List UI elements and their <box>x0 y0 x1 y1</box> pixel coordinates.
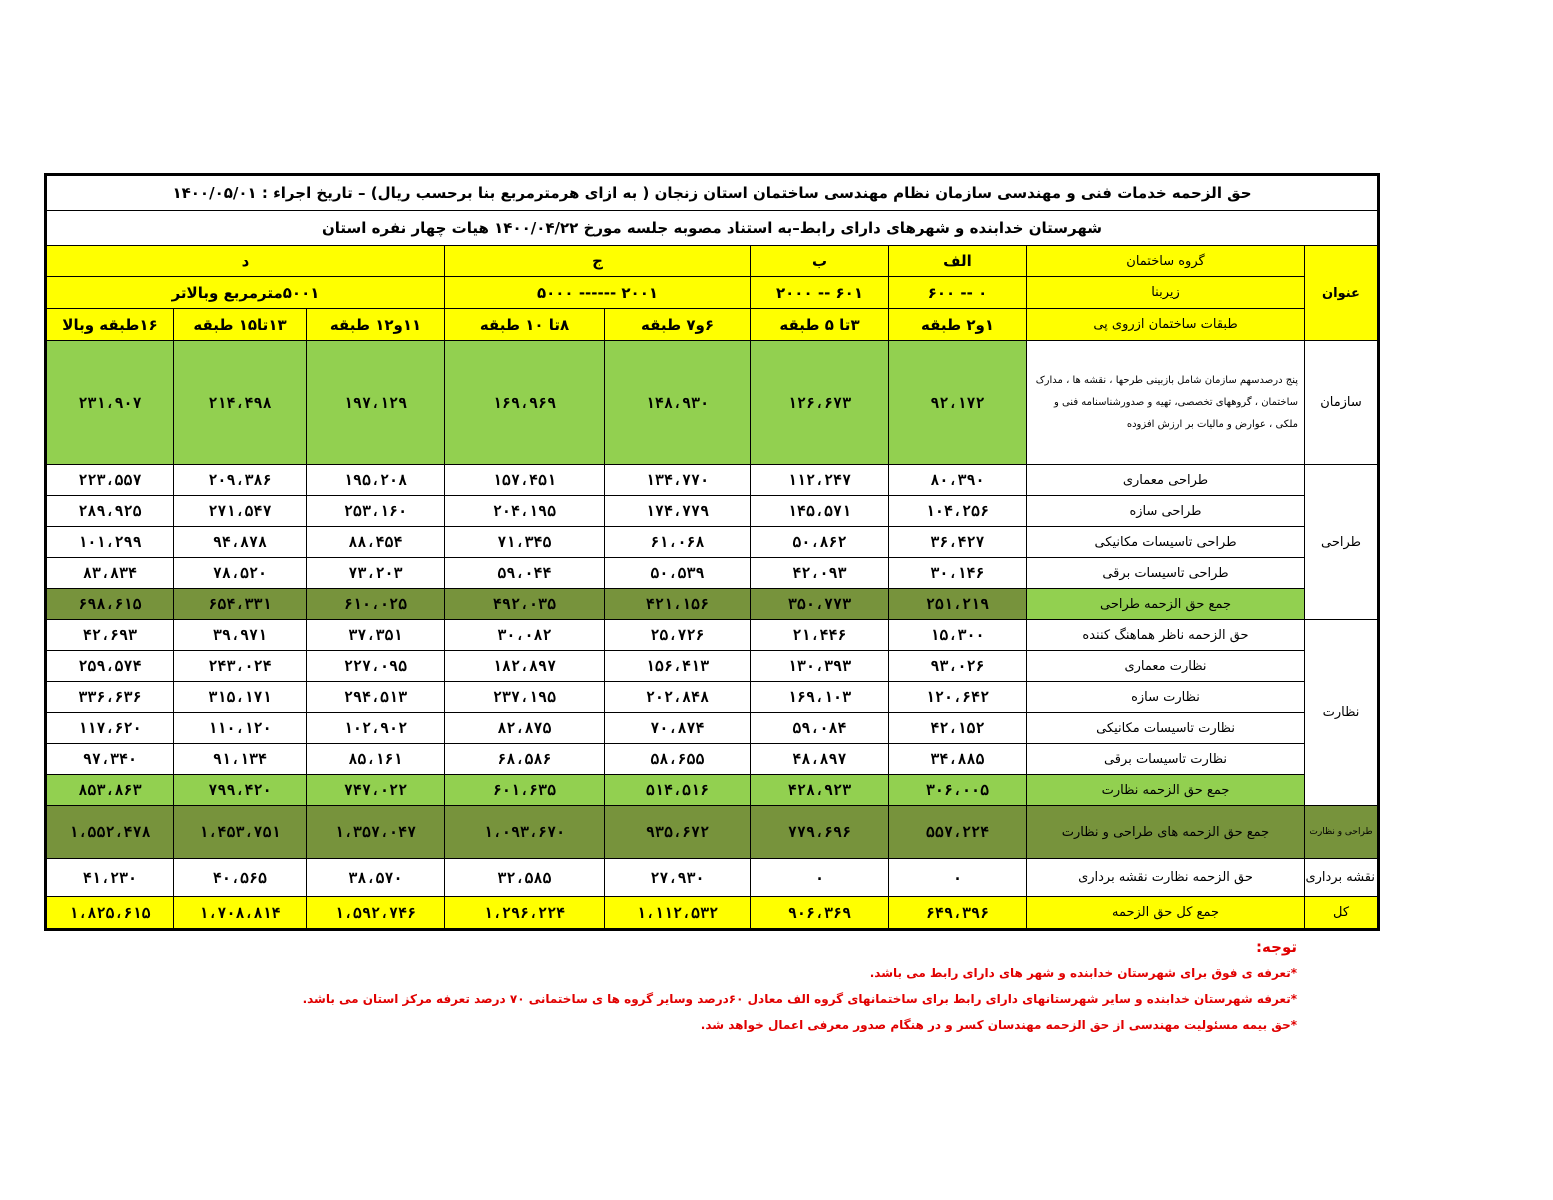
group-be: ب <box>751 246 889 277</box>
table-row <box>46 496 1379 527</box>
floors-col-5: ۱۱و۱۲ طبقه <box>307 309 445 341</box>
title-line-2: شهرستان خدابنده و شهرهای دارای رابط–به استناد مصوبه جلسه مورخ ۱۴۰۰/۰۴/۲۲ هیات چهار نفره استان <box>46 211 1379 246</box>
table-row-total <box>46 589 1379 620</box>
value-cell: ۸۲،۸۷۵ <box>445 713 605 744</box>
table-row <box>46 465 1379 496</box>
row-label: جمع حق الزحمه های طراحی و نظارت <box>1027 806 1305 859</box>
table-row <box>46 341 1379 465</box>
value-cell: ۲۴۳،۰۲۴ <box>174 651 307 682</box>
area-label: زیربنا <box>1027 277 1305 309</box>
section-nezarat: نظارت <box>1305 620 1379 806</box>
value-cell: ۲۵۹،۵۷۴ <box>46 651 174 682</box>
value-cell: ۱۸۲،۸۹۷ <box>445 651 605 682</box>
value-cell: ۷۸،۵۲۰ <box>174 558 307 589</box>
row-label: پنج درصدسهم سازمان شامل بازبینی طرحها ، نقشه ها ، مدارک ساختمان ، گروههای تخصصی، تهیه و صدورشناسنامه فنی و ملکی ، عوارض و مالیات بر ارزش افزوده <box>1027 341 1305 465</box>
value-cell: ۱۰۱،۲۹۹ <box>46 527 174 558</box>
value-cell: ۳۸،۵۷۰ <box>307 859 445 897</box>
value-cell: ۳۵۰،۷۷۳ <box>751 589 889 620</box>
area-jim: ۲۰۰۱ ------ ۵۰۰۰ <box>445 277 751 309</box>
value-cell: ۲۲۳،۵۵۷ <box>46 465 174 496</box>
value-cell: ۷۹۹،۴۲۰ <box>174 775 307 806</box>
value-cell: ۱،۰۹۳،۶۷۰ <box>445 806 605 859</box>
section-naghshe-bardari: نقشه برداری <box>1305 859 1379 897</box>
row-label: حق الزحمه نظارت نقشه برداری <box>1027 859 1305 897</box>
group-dal: د <box>46 246 445 277</box>
value-cell: ۳۶،۴۲۷ <box>889 527 1027 558</box>
note-item: *تعرفه ی فوق برای شهرستان خدابنده و شهر های دارای رابط می باشد. <box>869 966 1297 980</box>
table-row <box>46 527 1379 558</box>
value-cell: ۱۵۶،۴۱۳ <box>605 651 751 682</box>
value-cell: ۱۲۶،۶۷۳ <box>751 341 889 465</box>
value-cell: ۶۰۱،۶۳۵ <box>445 775 605 806</box>
value-cell: ۵۰،۸۶۲ <box>751 527 889 558</box>
value-cell: ۱،۵۵۲،۴۷۸ <box>46 806 174 859</box>
value-cell: ۲۰۲،۸۴۸ <box>605 682 751 713</box>
value-cell: ۹۴،۸۷۸ <box>174 527 307 558</box>
value-cell: ۶۹۸،۶۱۵ <box>46 589 174 620</box>
value-cell: ۱۴۸،۹۳۰ <box>605 341 751 465</box>
value-cell: ۴۱،۲۳۰ <box>46 859 174 897</box>
floors-col-2: ۳تا ۵ طبقه <box>751 309 889 341</box>
value-cell: ۸۳،۸۳۴ <box>46 558 174 589</box>
title-line-1: حق الزحمه خدمات فنی و مهندسی سازمان نظام مهندسی ساختمان استان زنجان ( به ازای هرمترمربع بنا برحسب ریال) – تاریخ اجراء : ۱۴۰۰/۰۵/۰۱ <box>46 175 1379 211</box>
value-cell: ۷۴۷،۰۲۲ <box>307 775 445 806</box>
value-cell: ۱۳۴،۷۷۰ <box>605 465 751 496</box>
value-cell: ۸۸،۴۵۴ <box>307 527 445 558</box>
value-cell: ۲۷،۹۳۰ <box>605 859 751 897</box>
value-cell: ۹۳،۰۲۶ <box>889 651 1027 682</box>
value-cell: ۲۳۷،۱۹۵ <box>445 682 605 713</box>
value-cell: ۶۱،۰۶۸ <box>605 527 751 558</box>
value-cell: ۷۱،۳۴۵ <box>445 527 605 558</box>
value-cell: ۵۵۷،۲۲۴ <box>889 806 1027 859</box>
section-tarahi-nezarat: طراحی و نظارت <box>1305 806 1379 859</box>
value-cell: ۱۵،۳۰۰ <box>889 620 1027 651</box>
value-cell: ۳۱۵،۱۷۱ <box>174 682 307 713</box>
notes-section <box>44 938 1297 1044</box>
value-cell: ۲۲۷،۰۹۵ <box>307 651 445 682</box>
value-cell: ۹۷،۳۴۰ <box>46 744 174 775</box>
value-cell: ۵۸،۶۵۵ <box>605 744 751 775</box>
value-cell: ۱۰۴،۲۵۶ <box>889 496 1027 527</box>
row-label: نظارت سازه <box>1027 682 1305 713</box>
value-cell: ۳۳۶،۶۳۶ <box>46 682 174 713</box>
row-label: طراحی سازه <box>1027 496 1305 527</box>
value-cell: ۶۱۰،۰۲۵ <box>307 589 445 620</box>
value-cell: ۵۹،۰۸۴ <box>751 713 889 744</box>
value-cell: ۲۹۴،۵۱۳ <box>307 682 445 713</box>
area-be: ۶۰۱ -- ۲۰۰۰ <box>751 277 889 309</box>
floors-col-3: ۶و۷ طبقه <box>605 309 751 341</box>
row-label: طراحی معماری <box>1027 465 1305 496</box>
value-cell: ۱،۳۵۷،۰۴۷ <box>307 806 445 859</box>
value-cell: ۳۴،۸۸۵ <box>889 744 1027 775</box>
value-cell: ۱،۲۹۶،۲۲۴ <box>445 897 605 930</box>
table-row <box>46 651 1379 682</box>
value-cell: ۸۵،۱۶۱ <box>307 744 445 775</box>
value-cell: ۷۷۹،۶۹۶ <box>751 806 889 859</box>
section-sazman: سازمان <box>1305 341 1379 465</box>
value-cell: ۱۲۰،۶۴۲ <box>889 682 1027 713</box>
value-cell: ۳۷،۳۵۱ <box>307 620 445 651</box>
row-label: نظارت تاسیسات مکانیکی <box>1027 713 1305 744</box>
section-tarahi: طراحی <box>1305 465 1379 620</box>
value-cell: ۲۷۱،۵۴۷ <box>174 496 307 527</box>
value-cell: ۴۲۱،۱۵۶ <box>605 589 751 620</box>
value-cell: ۲۵۱،۲۱۹ <box>889 589 1027 620</box>
value-cell: ۳۰،۰۸۲ <box>445 620 605 651</box>
area-alef: ۰ -- ۶۰۰ <box>889 277 1027 309</box>
value-cell: ۶۵۴،۳۳۱ <box>174 589 307 620</box>
value-cell: ۱۰۲،۹۰۲ <box>307 713 445 744</box>
table-row-total <box>46 806 1379 859</box>
group-label: گروه ساختمان <box>1027 246 1305 277</box>
value-cell: ۱۶۹،۱۰۳ <box>751 682 889 713</box>
onvan-cell: عنوان <box>1305 246 1379 341</box>
value-cell: ۵۰،۵۳۹ <box>605 558 751 589</box>
value-cell: ۷۳،۲۰۳ <box>307 558 445 589</box>
table-row <box>46 620 1379 651</box>
section-kol: کل <box>1305 897 1379 930</box>
row-label: نظارت معماری <box>1027 651 1305 682</box>
table-row-grand-total <box>46 897 1379 930</box>
value-cell: ۴۸،۸۹۷ <box>751 744 889 775</box>
value-cell: ۹۳۵،۶۷۲ <box>605 806 751 859</box>
value-cell: ۲۵،۷۲۶ <box>605 620 751 651</box>
table-row <box>46 859 1379 897</box>
value-cell: ۱۶۹،۹۶۹ <box>445 341 605 465</box>
value-cell: ۸۰،۳۹۰ <box>889 465 1027 496</box>
value-cell: ۴۲،۰۹۳ <box>751 558 889 589</box>
row-label: حق الزحمه ناظر هماهنگ کننده <box>1027 620 1305 651</box>
table-row <box>46 713 1379 744</box>
note-item: *حق بیمه مسئولیت مهندسی از حق الزحمه مهندسان کسر و در هنگام صدور معرفی اعمال خواهد شد. <box>700 1018 1297 1032</box>
floors-col-4: ۸تا ۱۰ طبقه <box>445 309 605 341</box>
value-cell: ۳۹،۹۷۱ <box>174 620 307 651</box>
value-cell: ۱۹۷،۱۲۹ <box>307 341 445 465</box>
table-row <box>46 682 1379 713</box>
value-cell: ۲۱۴،۴۹۸ <box>174 341 307 465</box>
value-cell: ۵۹،۰۴۴ <box>445 558 605 589</box>
note-item: *تعرفه شهرستان خدابنده و سایر شهرستانهای دارای رابط برای ساختمانهای گروه الف معادل ۶۰درصد وسایر گروه ها ی ساختمانی ۷۰ درصد تعرفه مرکز استان می باشد. <box>302 992 1297 1006</box>
value-cell: ۱۵۷،۴۵۱ <box>445 465 605 496</box>
value-cell: ۳۰،۱۴۶ <box>889 558 1027 589</box>
value-cell: ۹۲،۱۷۲ <box>889 341 1027 465</box>
value-cell: ۰ <box>889 859 1027 897</box>
value-cell: ۵۱۴،۵۱۶ <box>605 775 751 806</box>
value-cell: ۳۰۶،۰۰۵ <box>889 775 1027 806</box>
table-row-total <box>46 775 1379 806</box>
tariff-document <box>44 173 1377 931</box>
floors-col-6: ۱۳تا۱۵ طبقه <box>174 309 307 341</box>
row-label: جمع حق الزحمه طراحی <box>1027 589 1305 620</box>
value-cell: ۱۱۲،۲۴۷ <box>751 465 889 496</box>
value-cell: ۱۷۴،۷۷۹ <box>605 496 751 527</box>
row-label: جمع حق الزحمه نظارت <box>1027 775 1305 806</box>
value-cell: ۱۹۵،۲۰۸ <box>307 465 445 496</box>
value-cell: ۱۱۰،۱۲۰ <box>174 713 307 744</box>
value-cell: ۴۲،۱۵۲ <box>889 713 1027 744</box>
value-cell: ۲۵۳،۱۶۰ <box>307 496 445 527</box>
group-jim: ج <box>445 246 751 277</box>
value-cell: ۶۸،۵۸۶ <box>445 744 605 775</box>
value-cell: ۲۸۹،۹۲۵ <box>46 496 174 527</box>
table-row <box>46 558 1379 589</box>
value-cell: ۲۳۱،۹۰۷ <box>46 341 174 465</box>
value-cell: ۱،۱۱۲،۵۳۲ <box>605 897 751 930</box>
table-row <box>46 744 1379 775</box>
value-cell: ۱،۸۲۵،۶۱۵ <box>46 897 174 930</box>
value-cell: ۲۰۹،۳۸۶ <box>174 465 307 496</box>
row-label: طراحی تاسیسات مکانیکی <box>1027 527 1305 558</box>
row-label: جمع کل حق الزحمه <box>1027 897 1305 930</box>
tariff-table <box>44 173 1380 931</box>
value-cell: ۴۰،۵۶۵ <box>174 859 307 897</box>
notes-title: توجه: <box>1256 938 1297 956</box>
value-cell: ۰ <box>751 859 889 897</box>
group-alef: الف <box>889 246 1027 277</box>
value-cell: ۹۰۶،۳۶۹ <box>751 897 889 930</box>
value-cell: ۸۵۳،۸۶۳ <box>46 775 174 806</box>
value-cell: ۶۴۹،۳۹۶ <box>889 897 1027 930</box>
value-cell: ۷۰،۸۷۴ <box>605 713 751 744</box>
value-cell: ۹۱،۱۳۴ <box>174 744 307 775</box>
floors-col-7: ۱۶طبقه وبالا <box>46 309 174 341</box>
value-cell: ۴۲۸،۹۲۳ <box>751 775 889 806</box>
floors-col-1: ۱و۲ طبقه <box>889 309 1027 341</box>
floors-label: طبقات ساختمان ازروی پی <box>1027 309 1305 341</box>
value-cell: ۴۹۲،۰۳۵ <box>445 589 605 620</box>
value-cell: ۱۳۰،۳۹۳ <box>751 651 889 682</box>
value-cell: ۱۱۷،۶۲۰ <box>46 713 174 744</box>
value-cell: ۳۲،۵۸۵ <box>445 859 605 897</box>
value-cell: ۱،۵۹۲،۷۴۶ <box>307 897 445 930</box>
value-cell: ۱،۴۵۳،۷۵۱ <box>174 806 307 859</box>
value-cell: ۴۲،۶۹۳ <box>46 620 174 651</box>
value-cell: ۱،۷۰۸،۸۱۴ <box>174 897 307 930</box>
value-cell: ۲۱،۴۴۶ <box>751 620 889 651</box>
value-cell: ۲۰۴،۱۹۵ <box>445 496 605 527</box>
row-label: نظارت تاسیسات برقی <box>1027 744 1305 775</box>
row-label: طراحی تاسیسات برقی <box>1027 558 1305 589</box>
value-cell: ۱۴۵،۵۷۱ <box>751 496 889 527</box>
area-dal: ۵۰۰۱مترمربع وبالاتر <box>46 277 445 309</box>
